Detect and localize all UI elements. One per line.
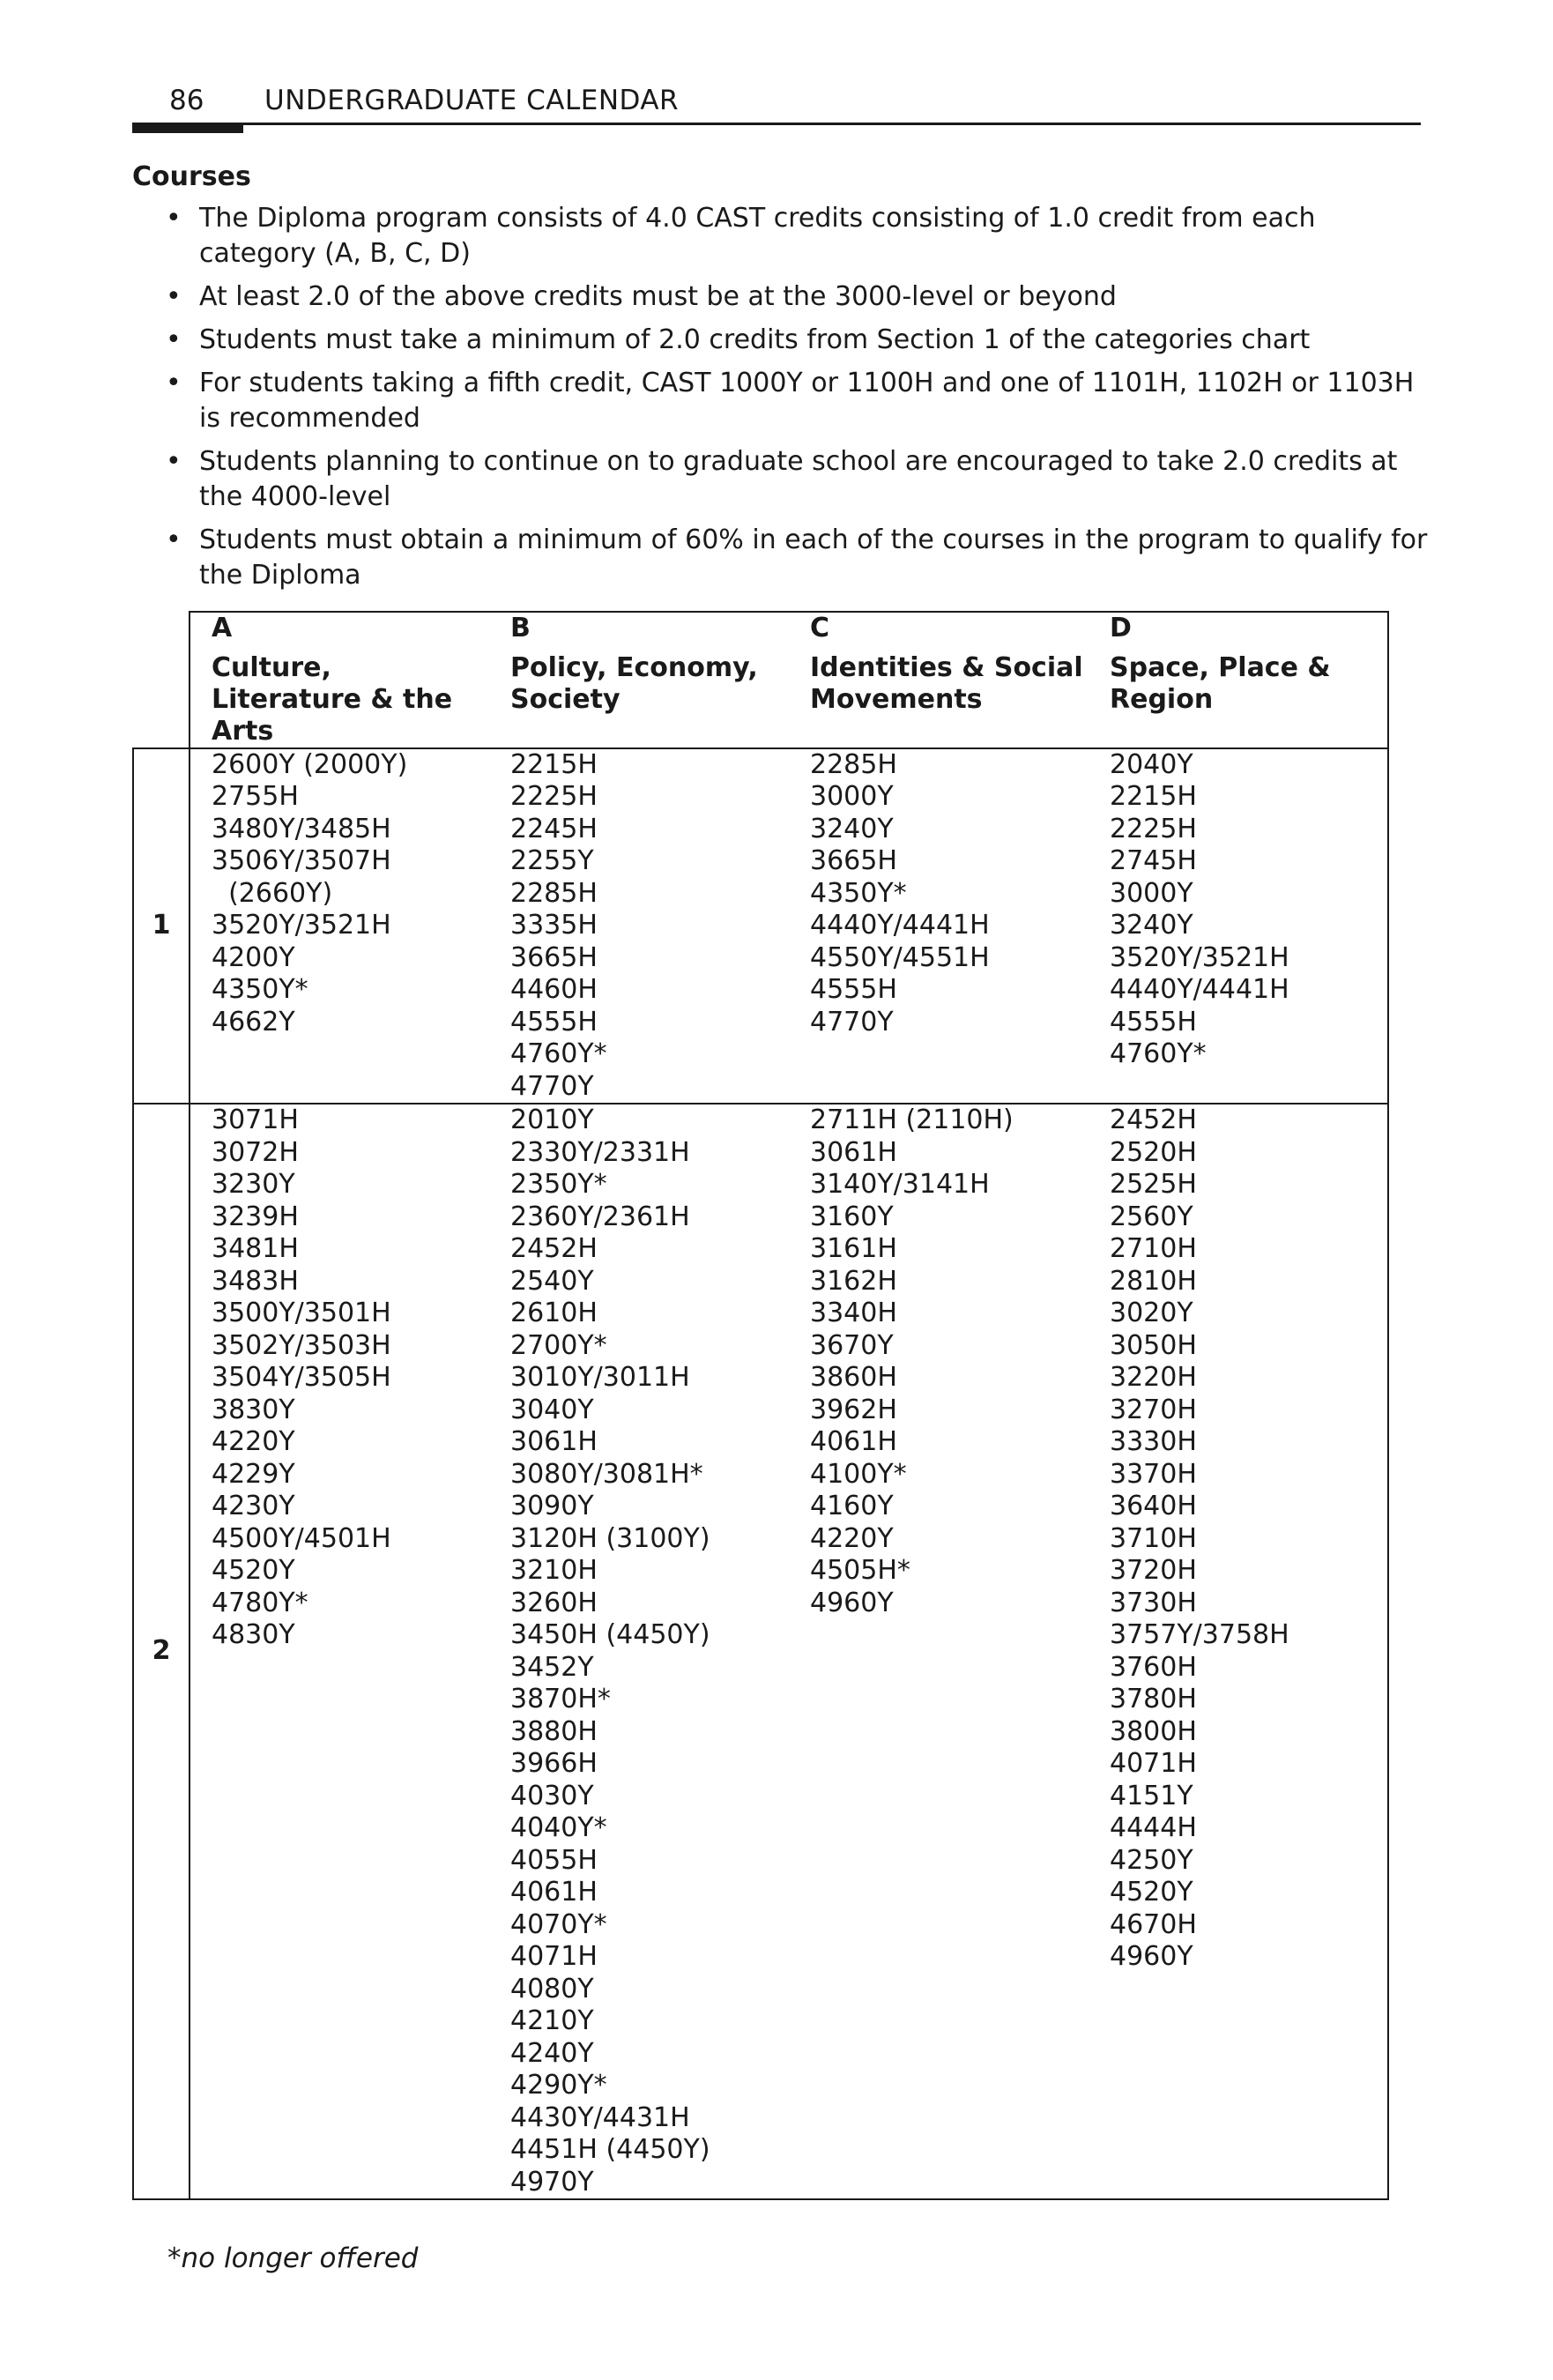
list-item (159, 279, 1428, 315)
course-code: 4290Y* (510, 2070, 607, 2101)
course-code: 4229Y (212, 1458, 295, 1490)
course-code: 3860H (810, 1362, 897, 1393)
course-code: 4555H (1110, 1006, 1197, 1038)
course-code: 3757Y/3758H (1110, 1619, 1289, 1650)
course-code: 3481H (212, 1233, 299, 1264)
course-code: 3340H (810, 1298, 897, 1328)
header-rule (132, 123, 1421, 125)
list-item-text: For students taking a fifth credit, CAST 1000Y or 1100H and one of 1101H, 1102H or 1103H is recommended (199, 368, 1415, 434)
course-code: 2350Y* (510, 1169, 607, 1200)
course-code: 3370H (1110, 1458, 1197, 1490)
list-item-text: The Diploma program consists of 4.0 CAST credits consisting of 1.0 credit from each category (A, B, C, D) (199, 203, 1316, 269)
page-number: 86 (169, 85, 204, 116)
course-code: 3072H (212, 1136, 299, 1168)
course-code: 4520Y (1110, 1877, 1193, 1908)
course-code: 4760Y* (510, 1038, 607, 1069)
course-code: 3760H (1110, 1651, 1197, 1683)
course-code: 4100Y* (810, 1458, 907, 1490)
course-code: 4061H (510, 1877, 598, 1908)
course-code: 3500Y/3501H (212, 1298, 391, 1328)
course-code: 3162H (810, 1265, 897, 1297)
bullet-icon: • (166, 524, 182, 555)
course-code: 3330H (1110, 1426, 1197, 1457)
course-code: 3502Y/3503H (212, 1329, 391, 1361)
course-list-cell (189, 748, 489, 1104)
course-code: 3520Y/3521H (212, 910, 391, 941)
course-code: 4070Y* (510, 1908, 607, 1940)
course-code: 3120H (3100Y) (510, 1522, 710, 1554)
category-letter: C (810, 613, 830, 643)
list-item-text: At least 2.0 of the above credits must be at the 3000-level or beyond (199, 281, 1117, 312)
course-code: 3483H (212, 1265, 299, 1297)
course-code: 4555H (810, 974, 897, 1005)
course-code: 3452Y (510, 1651, 594, 1683)
bullet-icon: • (166, 446, 182, 477)
course-code: 3040Y (510, 1394, 594, 1425)
course-code: 3710H (1110, 1522, 1197, 1554)
course-code: 2040Y (1110, 748, 1193, 780)
course-code: 3161H (810, 1233, 897, 1264)
course-code: 2560Y (1110, 1201, 1193, 1232)
course-code: 2010Y (510, 1104, 594, 1135)
course-code: 3962H (810, 1394, 897, 1425)
course-code: 2215H (1110, 781, 1197, 812)
course-code: 4444H (1110, 1812, 1197, 1843)
course-code: 3640H (1110, 1491, 1197, 1521)
course-code: 4970Y (510, 2166, 594, 2198)
course-code: 4505H* (810, 1555, 910, 1586)
course-code: 4770Y (810, 1006, 894, 1038)
course-code: 4055H (510, 1844, 598, 1876)
course-code: 4071H (1110, 1748, 1197, 1779)
course-code: 4030Y (510, 1780, 594, 1811)
categories-table (132, 611, 1389, 2200)
category-header-c (789, 612, 1089, 748)
section-label: 2 (133, 1104, 189, 2199)
category-header-b (489, 612, 789, 748)
category-header-d (1089, 612, 1388, 748)
category-name: Policy, Economy, Society (510, 651, 758, 715)
course-list-cell (1089, 748, 1388, 1104)
course-code: 2600Y (2000Y) (212, 748, 408, 780)
course-code: 3230Y (212, 1169, 295, 1200)
course-code: 2285H (510, 877, 598, 909)
course-list-cell (489, 1104, 789, 2199)
course-code: 3665H (810, 845, 897, 876)
course-list-cell (489, 748, 789, 1104)
course-code: 2525H (1110, 1169, 1197, 1200)
course-code: 2711H (2110H) (810, 1104, 1014, 1135)
course-list-cell (789, 748, 1089, 1104)
course-code: 4662Y (212, 1006, 295, 1038)
course-code: 3090Y (510, 1491, 594, 1521)
list-item (159, 201, 1428, 271)
course-code: 2700Y* (510, 1329, 607, 1361)
course-code: 3870H* (510, 1684, 611, 1714)
list-item-text: Students must take a minimum of 2.0 credits from Section 1 of the categories chart (199, 324, 1311, 355)
course-code: 2452H (510, 1233, 598, 1264)
course-code: 3239H (212, 1201, 299, 1232)
course-code: 4520Y (212, 1555, 295, 1586)
course-code: 2610H (510, 1298, 598, 1328)
course-code: 3061H (510, 1426, 598, 1457)
requirements-list (159, 201, 1428, 601)
bullet-icon: • (166, 281, 182, 312)
course-code: 3080Y/3081H* (510, 1458, 703, 1490)
course-code: 3880H (510, 1715, 598, 1747)
course-code: 4960Y (1110, 1941, 1193, 1972)
bullet-icon: • (166, 324, 182, 355)
table-header-row (133, 612, 1388, 748)
list-item (159, 444, 1428, 515)
course-code: 3780H (1110, 1684, 1197, 1714)
course-code: 2255Y (510, 845, 594, 876)
category-letter: B (510, 613, 531, 643)
category-letter: A (212, 613, 233, 643)
course-code: 2285H (810, 748, 897, 780)
course-code: 4240Y (510, 2037, 594, 2069)
table-row (133, 748, 1388, 1104)
bullet-icon: • (166, 203, 182, 234)
course-code: 3160Y (810, 1201, 894, 1232)
course-code: 4200Y (212, 941, 295, 973)
course-code: 3504Y/3505H (212, 1362, 391, 1393)
course-code: 4061H (810, 1426, 897, 1457)
course-list-cell (1089, 1104, 1388, 2199)
course-code: 4080Y (510, 1973, 594, 2004)
course-code: 2710H (1110, 1233, 1197, 1264)
course-code: 3071H (212, 1104, 299, 1135)
course-code: 2745H (1110, 845, 1197, 876)
course-code: 3210H (510, 1555, 598, 1586)
course-code: 2225H (1110, 813, 1197, 844)
course-code: 3730H (1110, 1587, 1197, 1618)
course-code: 4250Y (1110, 1844, 1193, 1876)
course-code: 4440Y/4441H (810, 910, 990, 941)
course-code: 4230Y (212, 1491, 295, 1521)
course-code: 3480Y/3485H (212, 813, 391, 844)
course-code: 3520Y/3521H (1110, 941, 1289, 973)
course-code: 4071H (510, 1941, 598, 1972)
course-code: 4440Y/4441H (1110, 974, 1289, 1005)
section-label: 1 (133, 748, 189, 1104)
category-name: Identities & Social Movements (810, 651, 1083, 715)
course-code: 3220H (1110, 1362, 1197, 1393)
course-code: 4220Y (212, 1426, 295, 1457)
course-code: 4770Y (510, 1070, 594, 1102)
course-code: 4460H (510, 974, 598, 1005)
table-row (133, 1104, 1388, 2199)
course-list-cell (189, 1104, 489, 2199)
course-code: 2755H (212, 781, 299, 812)
course-code: 4040Y* (510, 1812, 607, 1843)
course-code: 3240Y (1110, 910, 1193, 941)
bullet-icon: • (166, 368, 182, 398)
category-name: Space, Place & Region (1110, 651, 1331, 715)
course-code: 3140Y/3141H (810, 1169, 990, 1200)
course-code: 3966H (510, 1748, 598, 1779)
course-code: 4830Y (212, 1619, 295, 1650)
course-code: 3000Y (810, 781, 894, 812)
course-code: 2215H (510, 748, 598, 780)
course-code: 4451H (4450Y) (510, 2134, 710, 2165)
course-code: 3061H (810, 1136, 897, 1168)
course-code: 3720H (1110, 1555, 1197, 1586)
category-header-a (189, 612, 489, 748)
course-list-cell (789, 1104, 1089, 2199)
course-code: 2452H (1110, 1104, 1197, 1135)
category-name: Culture, Literature & the Arts (212, 651, 453, 747)
course-code: 4550Y/4551H (810, 941, 990, 973)
course-code: 4210Y (510, 2005, 594, 2036)
course-code: 2360Y/2361H (510, 1201, 690, 1232)
section-title: Courses (132, 161, 251, 192)
course-code: (2660Y) (212, 877, 333, 909)
course-code: 3830Y (212, 1394, 295, 1425)
course-code: 3450H (4450Y) (510, 1619, 710, 1650)
course-code: 3270H (1110, 1394, 1197, 1425)
course-code: 2520H (1110, 1136, 1197, 1168)
course-code: 2810H (1110, 1265, 1197, 1297)
course-code: 4500Y/4501H (212, 1522, 391, 1554)
list-item-text: Students must obtain a minimum of 60% in each of the courses in the program to qualify for the Diploma (199, 524, 1428, 591)
course-code: 2540Y (510, 1265, 594, 1297)
course-code: 2245H (510, 813, 598, 844)
running-title: UNDERGRADUATE CALENDAR (264, 85, 680, 116)
course-code: 2330Y/2331H (510, 1136, 690, 1168)
course-code: 4350Y* (810, 877, 907, 909)
list-item-text: Students planning to continue on to graduate school are encouraged to take 2.0 credits at the 4000-level (199, 446, 1398, 512)
category-letter: D (1110, 613, 1132, 643)
course-code: 3010Y/3011H (510, 1362, 690, 1393)
header-tab-bar (132, 123, 243, 133)
list-item (159, 523, 1428, 593)
list-item (159, 323, 1428, 358)
course-code: 4151Y (1110, 1780, 1193, 1811)
course-code: 4780Y* (212, 1587, 308, 1618)
footnote: *no longer offered (167, 2242, 419, 2274)
course-code: 3050H (1110, 1329, 1197, 1361)
course-code: 4220Y (810, 1522, 894, 1554)
list-item (159, 366, 1428, 436)
section-header-cell (133, 612, 189, 748)
course-code: 3506Y/3507H (212, 845, 391, 876)
course-code: 4670H (1110, 1908, 1197, 1940)
course-code: 2225H (510, 781, 598, 812)
course-code: 3800H (1110, 1715, 1197, 1747)
course-code: 3000Y (1110, 877, 1193, 909)
page-header (0, 0, 1553, 141)
course-code: 4960Y (810, 1587, 894, 1618)
course-code: 4430Y/4431H (510, 2101, 690, 2133)
course-code: 3665H (510, 941, 598, 973)
course-code: 3260H (510, 1587, 598, 1618)
course-code: 3240Y (810, 813, 894, 844)
course-code: 4760Y* (1110, 1038, 1207, 1069)
course-code: 3020Y (1110, 1298, 1193, 1328)
course-code: 4160Y (810, 1491, 894, 1521)
course-code: 4555H (510, 1006, 598, 1038)
course-code: 3670Y (810, 1329, 894, 1361)
course-code: 4350Y* (212, 974, 308, 1005)
course-code: 3335H (510, 910, 598, 941)
